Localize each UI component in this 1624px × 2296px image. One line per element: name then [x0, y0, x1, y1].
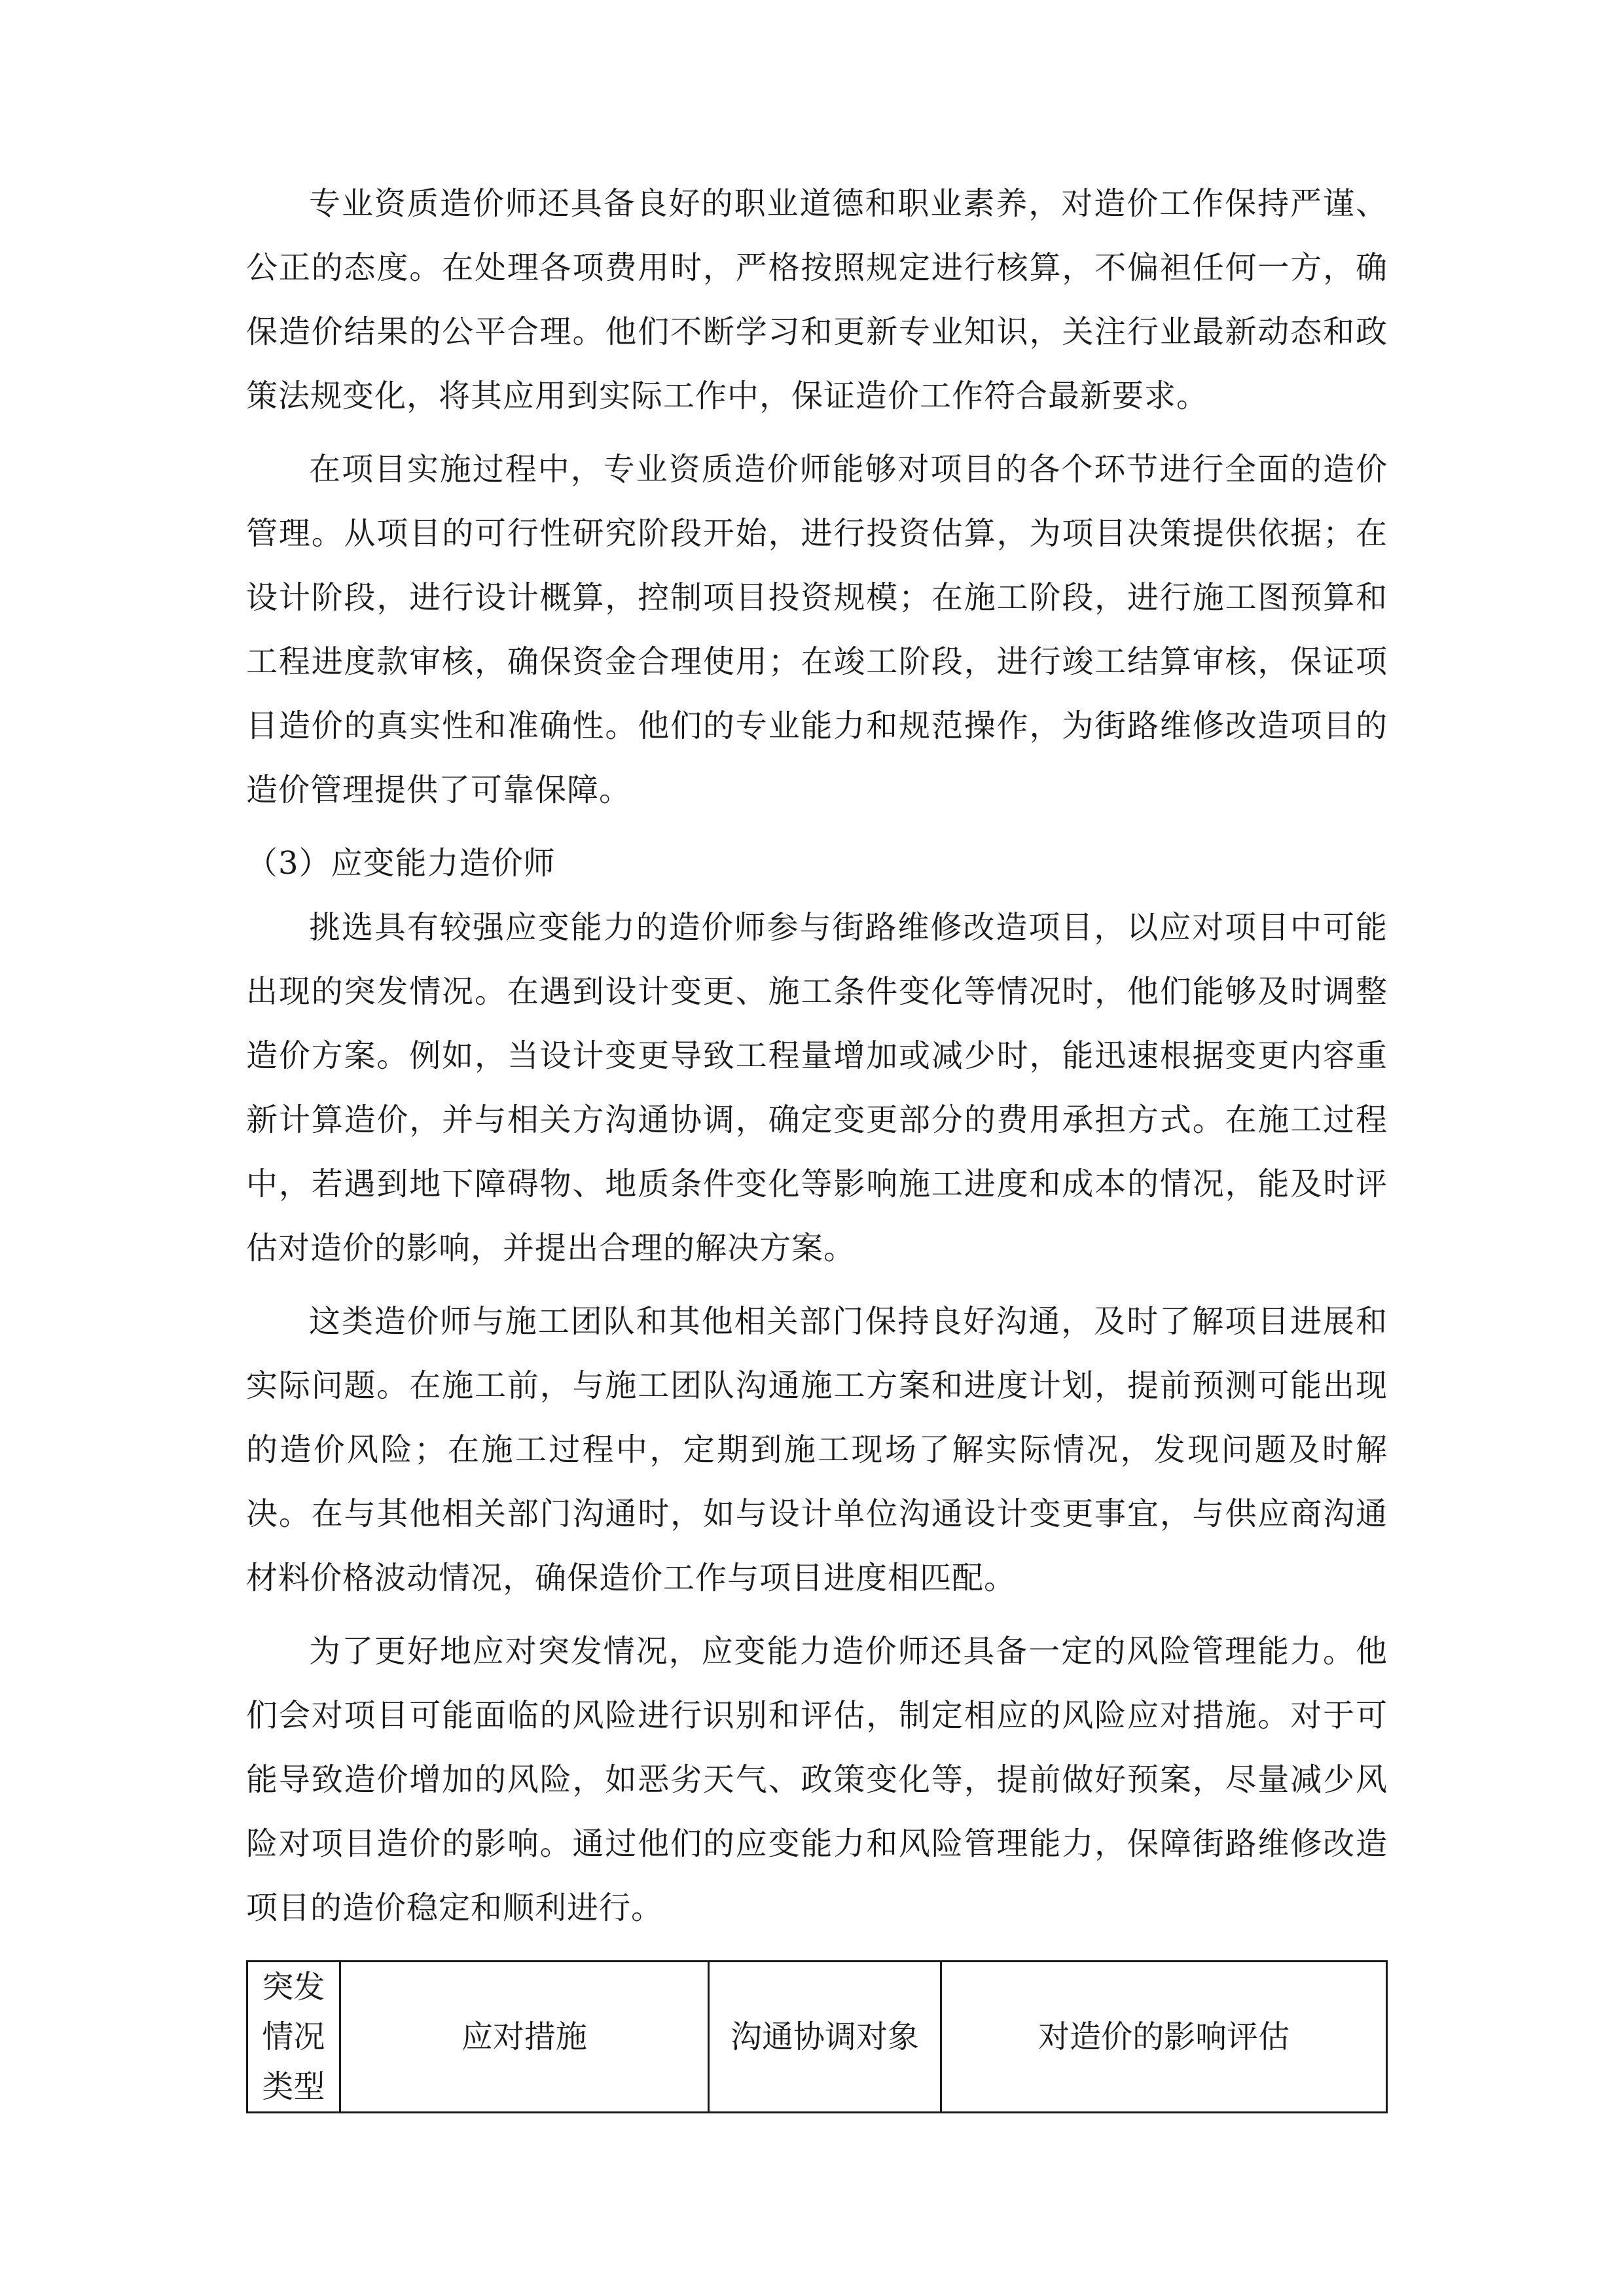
emergency-response-table [246, 1960, 1388, 2113]
paragraph-ethics: 专业资质造价师还具备良好的职业道德和职业素养，对造价工作保持严谨、公正的态度。在处理各项费用时，严格按照规定进行核算，不偏袒任何一方，确保造价结果的公平合理。他们不断学习和更新专业知识，关注行业最新动态和政策法规变化，将其应用到实际工作中，保证造价工作符合最新要求。 [246, 185, 1388, 414]
header-cost-impact-label: 对造价的影响评估 [1038, 2018, 1290, 2055]
table-header-row [247, 1962, 1387, 2113]
paragraph-communication: 这类造价师与施工团队和其他相关部门保持良好沟通，及时了解项目进展和实际问题。在施工前，与施工团队沟通施工方案和进度计划，提前预测可能出现的造价风险；在施工过程中，定期到施工现场了解实际情况，发现问题及时解决。在与其他相关部门沟通时，如与设计单位沟通设计变更事宜，与供应商沟通材料价格波动情况，确保造价工作与项目进度相匹配。 [246, 1303, 1388, 1596]
header-coordination-party [708, 1962, 941, 2113]
header-cost-impact [941, 1962, 1387, 2113]
paragraph-adaptability: 挑选具有较强应变能力的造价师参与街路维修改造项目，以应对项目中可能出现的突发情况。在遇到设计变更、施工条件变化等情况时，他们能够及时调整造价方案。例如，当设计变更导致工程量增加或减少时，能迅速根据变更内容重新计算造价，并与相关方沟通协调，确定变更部分的费用承担方式。在施工过程中，若遇到地下障碍物、地质条件变化等影响施工进度和成本的情况，能及时评估对造价的影响，并提出合理的解决方案。 [246, 909, 1388, 1266]
paragraph-risk-management: 为了更好地应对突发情况，应变能力造价师还具备一定的风险管理能力。他们会对项目可能面临的风险进行识别和评估，制定相应的风险应对措施。对于可能导致造价增加的风险，如恶劣天气、政策变化等，提前做好预案，尽量减少风险对项目造价的影响。通过他们的应变能力和风险管理能力，保障街路维修改造项目的造价稳定和顺利进行。 [246, 1633, 1388, 1926]
paragraph-lifecycle-management: 在项目实施过程中，专业资质造价师能够对项目的各个环节进行全面的造价管理。从项目的可行性研究阶段开始，进行投资估算，为项目决策提供依据；在设计阶段，进行设计概算，控制项目投资规模；在施工阶段，进行施工图预算和工程进度款审核，确保资金合理使用；在竣工阶段，进行竣工结算审核，保证项目造价的真实性和准确性。他们的专业能力和规范操作，为街路维修改造项目的造价管理提供了可靠保障。 [246, 451, 1388, 808]
document-body [246, 171, 1388, 1940]
header-emergency-type [247, 1962, 340, 2113]
section-heading: （3）应变能力造价师 [246, 845, 556, 882]
header-coordination-party-label: 沟通协调对象 [731, 2018, 920, 2055]
header-response-measures-label: 应对措施 [461, 2018, 587, 2055]
header-emergency-type-label: 突发情况类型 [262, 1969, 325, 2105]
header-response-measures [340, 1962, 708, 2113]
